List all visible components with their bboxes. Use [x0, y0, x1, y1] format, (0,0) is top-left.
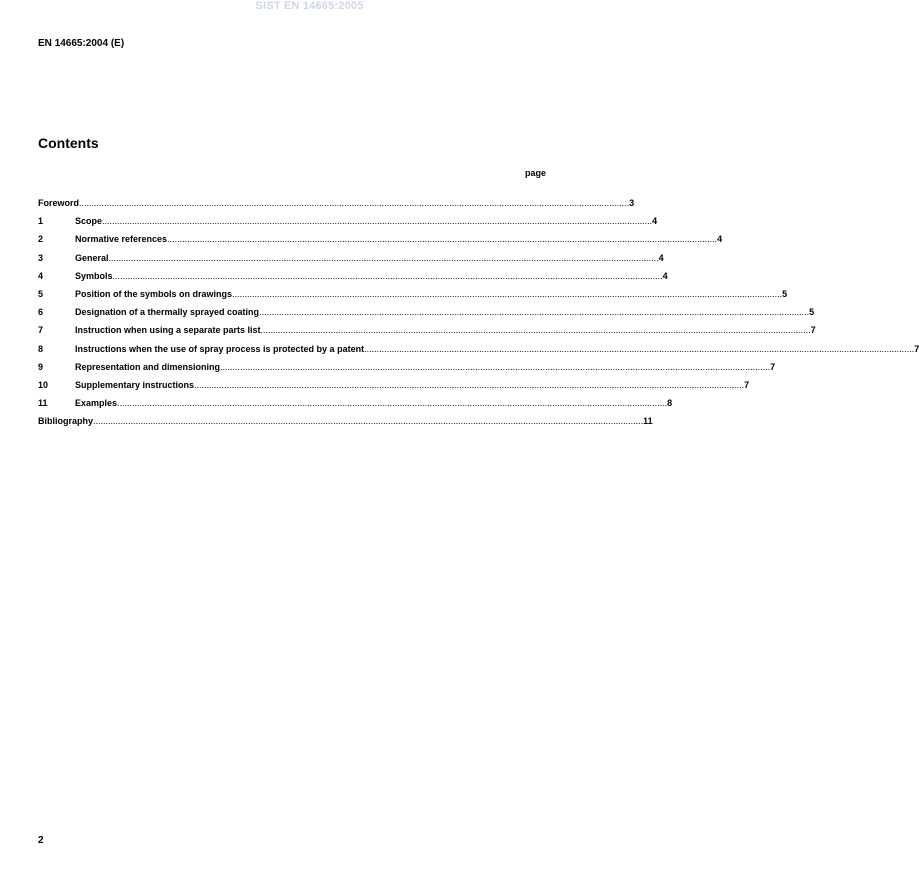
toc-leader-dots: ............................................................................................................................................................................................................................: [260, 325, 811, 336]
toc-entry-page: 7: [914, 343, 919, 354]
toc-leader-dots: ............................................................................................................................................................................................................................: [364, 343, 915, 354]
page-column-label: page: [524, 168, 546, 178]
toc-leader-dots: ............................................................................................................................................................................................................................: [232, 288, 783, 299]
toc-leader-dots: ............................................................................................................................................................................................................................: [220, 361, 771, 372]
toc-entry-title: Representation and dimensioning: [75, 361, 221, 372]
toc-entry-number: 2: [38, 234, 44, 245]
toc-entry-page: 7: [810, 325, 816, 336]
toc-entry-title: Bibliography: [38, 416, 94, 427]
toc-entry-number: 3: [38, 252, 44, 263]
toc-entry-page: 11: [643, 416, 653, 427]
toc-entry-general[interactable]: [38, 252, 664, 271]
toc-leader-dots: ............................................................................................................................................................................................................................: [102, 216, 653, 227]
toc-entry-number: 6: [38, 307, 44, 318]
toc-entry-title: Instructions when the use of spray process is protected by a patent: [75, 343, 365, 354]
toc-entry-examples[interactable]: [38, 398, 673, 416]
toc-entry-position-of-symbols[interactable]: [38, 288, 788, 307]
toc-entry-scope[interactable]: [38, 216, 658, 234]
toc-entry-number: 9: [38, 361, 44, 372]
toc-entry-title: Designation of a thermally sprayed coating: [75, 307, 260, 318]
toc-entry-title: Symbols: [75, 270, 113, 281]
toc-leader-dots: ............................................................................................................................................................................................................................: [93, 416, 644, 427]
toc-entry-page: 3: [629, 198, 635, 208]
toc-entry-title: Normative references: [75, 234, 168, 245]
toc-entry-page: 4: [717, 234, 723, 245]
toc-leader-dots: ............................................................................................................................................................................................................................: [259, 307, 810, 318]
toc-entry-number: 7: [38, 325, 44, 336]
toc-leader-dots: ............................................................................................................................................................................................................................: [194, 379, 745, 390]
toc-entry-separate-parts-list[interactable]: [38, 325, 816, 343]
toc-entry-number: 8: [38, 343, 44, 354]
watermark: SIST EN 14665:2005: [255, 0, 364, 12]
toc-entry-patent[interactable]: [38, 343, 919, 362]
toc-entry-title: Supplementary instructions: [75, 379, 195, 390]
toc-entry-page: 5: [782, 288, 788, 299]
toc-entry-supplementary[interactable]: [38, 379, 750, 398]
toc-entry-page: 7: [744, 379, 750, 390]
toc-entry-page: 4: [652, 216, 658, 227]
toc-entry-symbols[interactable]: [38, 270, 668, 289]
toc-entry-page: 7: [770, 361, 776, 372]
toc-entry-title: Instruction when using a separate parts list: [75, 325, 261, 336]
document-code: EN 14665:2004 (E): [38, 38, 125, 49]
toc-entry-page: 8: [667, 398, 673, 409]
toc-entry-designation[interactable]: [38, 307, 815, 325]
toc-entry-number: 1: [38, 216, 44, 227]
toc-entry-title: Scope: [75, 216, 103, 227]
toc-entry-title: Position of the symbols on drawings: [75, 288, 233, 299]
toc-entry-page: 4: [658, 252, 664, 263]
toc-entry-normative-references[interactable]: [38, 234, 723, 252]
toc-entry-page: 4: [662, 270, 668, 281]
toc-entry-number: 4: [38, 270, 44, 281]
toc-entry-page: 5: [809, 307, 815, 318]
toc-entry-bibliography[interactable]: [38, 416, 653, 434]
toc-leader-dots: ............................................................................................................................................................................................................................: [117, 398, 668, 409]
page-title: Contents: [38, 135, 99, 151]
toc-entry-representation[interactable]: [38, 361, 776, 380]
toc-entry-title: Examples: [75, 398, 118, 409]
toc-leader-dots: ............................................................................................................................................................................................................................: [79, 198, 630, 208]
toc-leader-dots: ............................................................................................................................................................................................................................: [167, 234, 718, 245]
table-of-contents: [38, 198, 919, 434]
toc-entry-foreword[interactable]: [38, 198, 635, 216]
page-number: 2: [38, 835, 44, 846]
toc-leader-dots: ............................................................................................................................................................................................................................: [112, 270, 663, 281]
toc-entry-title: Foreword: [38, 198, 80, 208]
toc-entry-title: General: [75, 252, 109, 263]
toc-leader-dots: ............................................................................................................................................................................................................................: [108, 252, 659, 263]
toc-entry-number: 10: [38, 379, 49, 390]
toc-entry-number: 11: [38, 398, 48, 409]
toc-entry-number: 5: [38, 288, 44, 299]
